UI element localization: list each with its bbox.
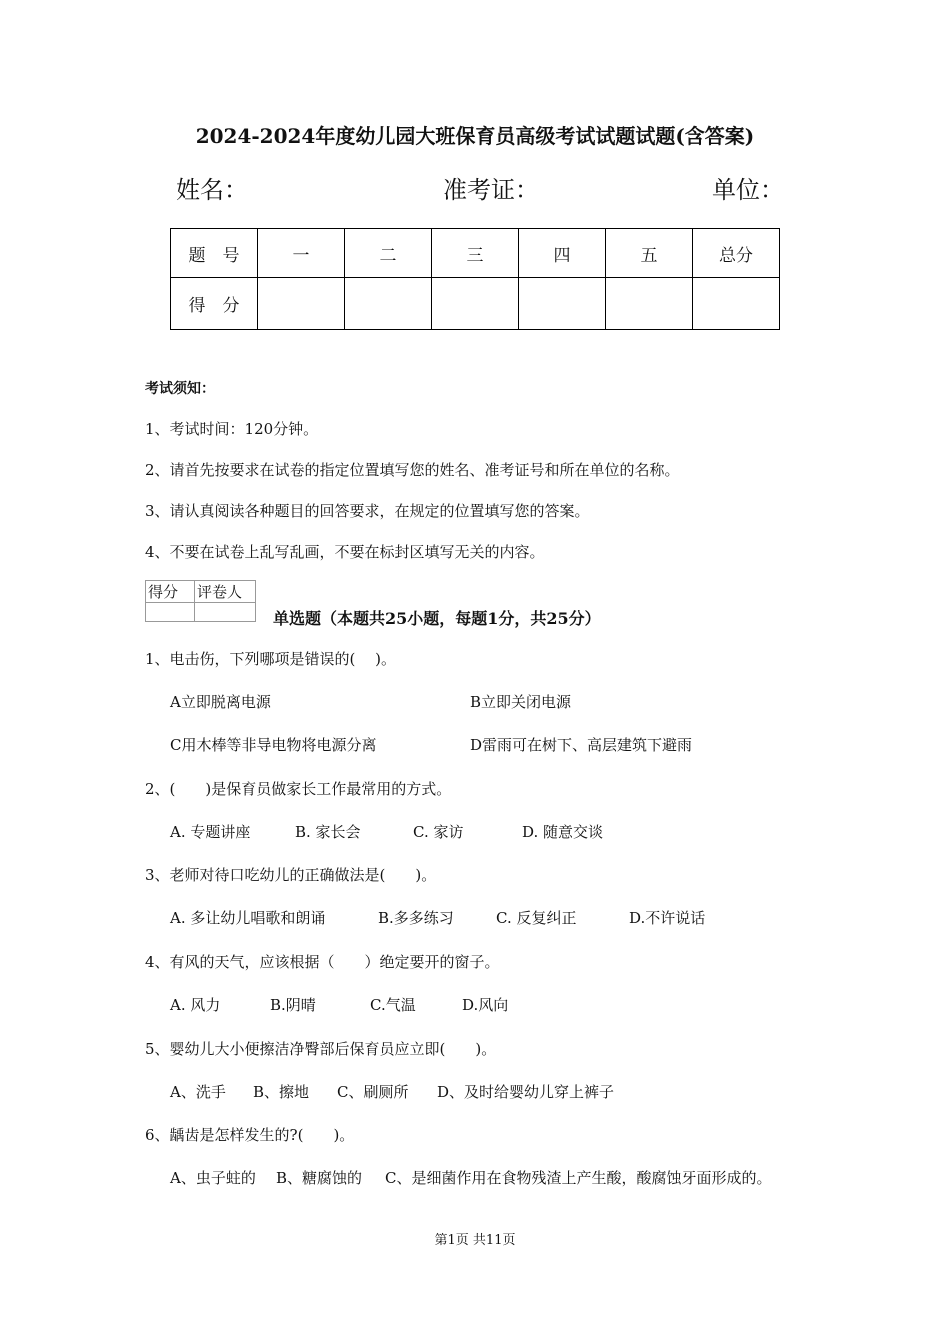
option-a: A. 风力 [170,996,221,1014]
question-text: 4、有风的天气，应该根据（ ）绝定要开的窗子。 [145,953,500,971]
score-header-1: 一 [258,229,345,278]
option-b: B、糖腐蚀的 [276,1169,363,1187]
question-text: 3、老师对待口吃幼儿的正确做法是( )。 [145,866,437,884]
page-title: 2024-2024年度幼儿园大班保育员高级考试试题试题(含答案) [195,124,755,148]
score-header-label: 题 号 [171,229,258,278]
grader-name-label: 评卷人 [195,581,256,603]
score-header-total: 总分 [693,229,780,278]
notice-item: 3、请认真阅读各种题目的回答要求，在规定的位置填写您的答案。 [145,502,590,520]
score-cell[interactable] [606,278,693,330]
notice-item: 4、不要在试卷上乱写乱画，不要在标封区填写无关的内容。 [145,543,545,561]
score-cell[interactable] [345,278,432,330]
option-a: A、洗手 [170,1083,226,1101]
option-c: C、是细菌作用在食物残渣上产生酸，酸腐蚀牙面形成的。 [385,1169,772,1187]
option-c: C. 反复纠正 [496,909,577,927]
score-header-2: 二 [345,229,432,278]
option-d: D、及时给婴幼儿穿上裤子 [437,1083,615,1101]
grader-score-cell[interactable] [146,603,195,622]
score-header-5: 五 [606,229,693,278]
option-c: C. 家访 [413,823,464,841]
option-d: D. 随意交谈 [522,823,604,841]
option-d: D.不许说话 [629,909,706,927]
notice-item: 2、请首先按要求在试卷的指定位置填写您的姓名、准考证号和所在单位的名称。 [145,461,680,479]
page-footer: 第1页 共11页 [434,1233,516,1248]
score-cell[interactable] [519,278,606,330]
score-table [170,228,780,330]
notice-item: 1、考试时间：120分钟。 [145,420,319,438]
option-a: A立即脱离电源 [170,693,271,711]
section-title: 单选题（本题共25小题，每题1分，共25分） [273,609,601,628]
grader-score-label: 得分 [146,581,195,603]
unit-field-label: 单位： [712,176,784,204]
option-c: C.气温 [370,996,416,1014]
option-c: C用木棒等非导电物将电源分离 [170,736,377,754]
option-a: A. 多让幼儿唱歌和朗诵 [170,909,326,927]
score-row-label: 得 分 [171,278,258,330]
question-text: 6、龋齿是怎样发生的?( )。 [145,1126,355,1144]
exam-number-field-label: 准考证： [443,176,539,204]
option-b: B.多多练习 [378,909,454,927]
score-cell[interactable] [258,278,345,330]
question-text: 5、婴幼儿大小便擦洁净臀部后保育员应立即( )。 [145,1040,497,1058]
score-header-4: 四 [519,229,606,278]
option-b: B立即关闭电源 [470,693,572,711]
option-a: A、虫子蛀的 [170,1169,256,1187]
question-text: 2、( )是保育员做家长工作最常用的方式。 [145,780,452,798]
grader-name-cell[interactable] [195,603,256,622]
score-cell[interactable] [432,278,519,330]
option-b: B.阴晴 [270,996,316,1014]
option-a: A. 专题讲座 [170,823,251,841]
grader-box [145,580,256,622]
option-b: B. 家长会 [295,823,361,841]
notice-heading: 考试须知： [145,381,215,397]
option-b: B、擦地 [253,1083,310,1101]
question-text: 1、电击伤，下列哪项是错误的( )。 [145,650,397,668]
name-field-label: 姓名： [176,176,248,204]
option-d: D.风向 [462,996,509,1014]
score-cell[interactable] [693,278,780,330]
option-c: C、刷厕所 [337,1083,409,1101]
score-header-3: 三 [432,229,519,278]
option-d: D雷雨可在树下、高层建筑下避雨 [470,736,693,754]
